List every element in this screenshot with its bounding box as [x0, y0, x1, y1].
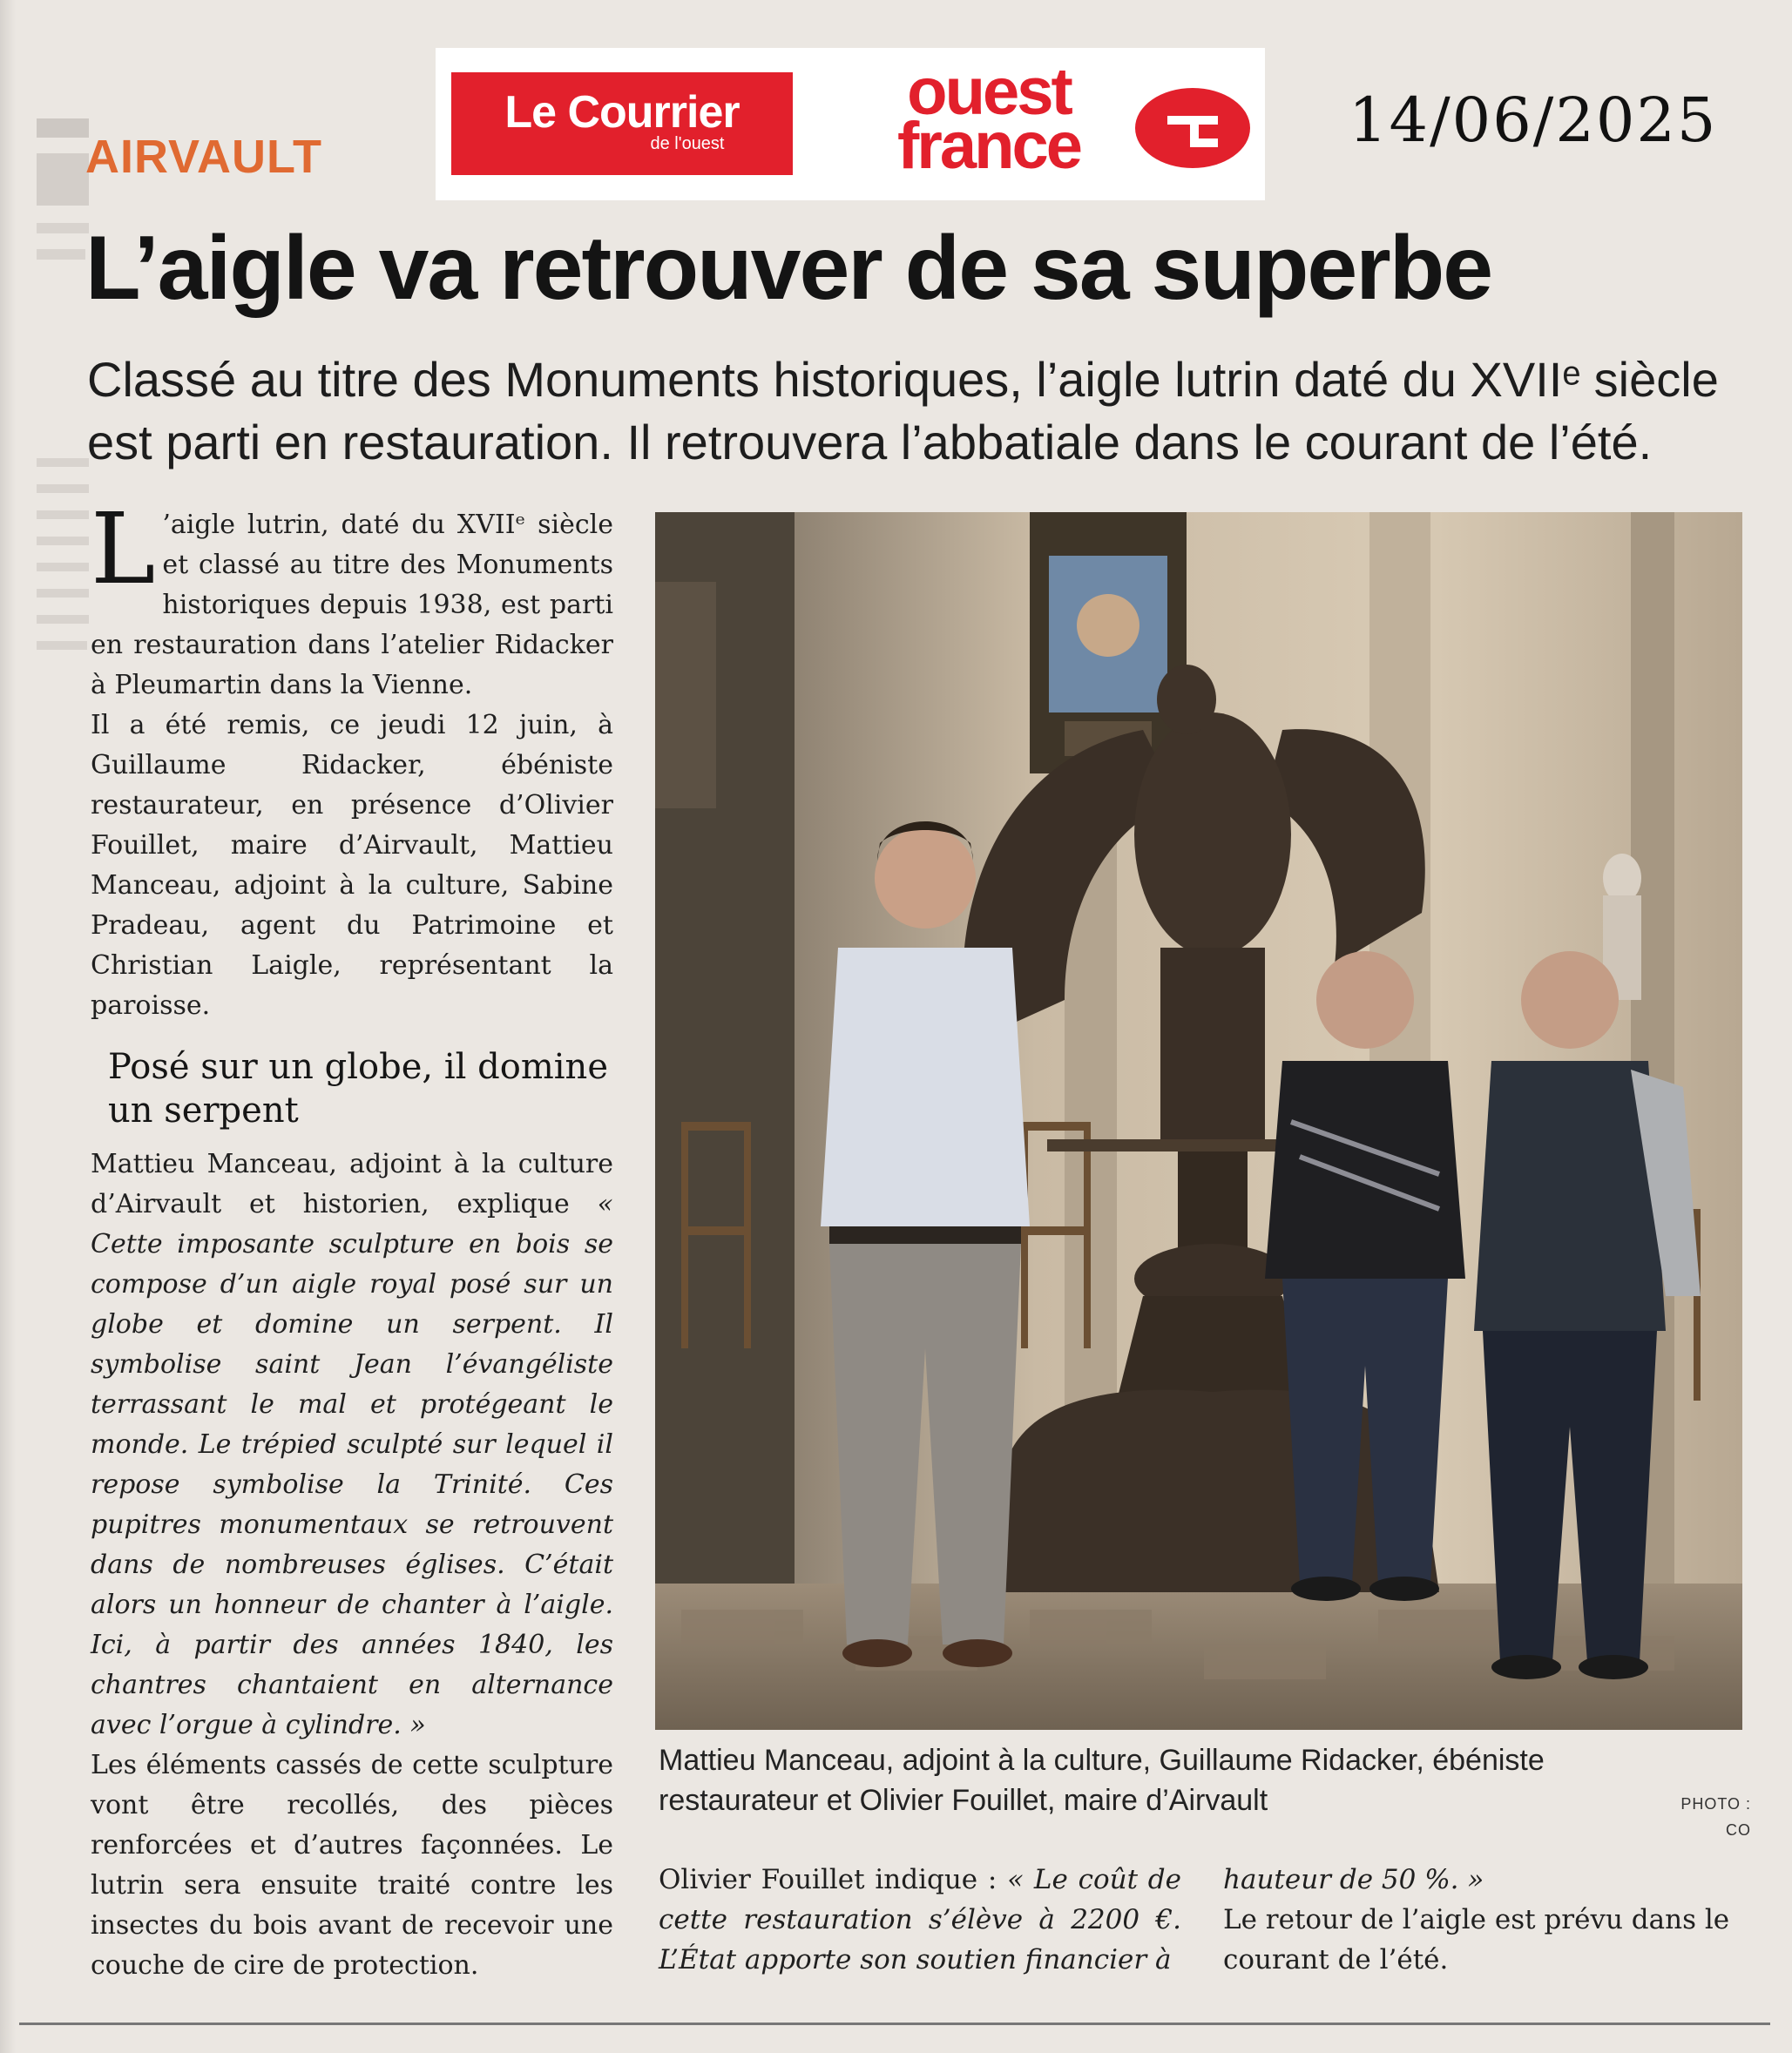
- logo-courrier-main: Le Courrier: [504, 87, 740, 138]
- paragraph-5-quote: « Le coût de cette restauration s’élève à 2200 €. L’État apporte son soutien financier à: [659, 1864, 1181, 1975]
- rubric-location: AIRVAULT: [85, 131, 322, 183]
- ouest-france-mark-icon: [1133, 86, 1253, 170]
- paragraph-1: [91, 493, 613, 706]
- page-edge: [0, 0, 16, 2053]
- paragraph-3-intro: Mattieu Manceau, adjoint à la culture d’Airvault et historien, explique: [91, 1149, 613, 1219]
- headline: L’aigle va retrouver de sa superbe: [85, 218, 1492, 319]
- caption-line-1: Mattieu Manceau, adjoint à la culture, Guillaume Ridacker, ébéniste: [659, 1744, 1545, 1777]
- publication-date: 14/06/2025: [1349, 84, 1718, 156]
- paragraph-5-end: [1223, 1860, 1746, 1900]
- paragraph-5: [659, 1860, 1181, 1980]
- subheading: Posé sur un globe, il domine un serpent: [108, 1047, 608, 1131]
- logo-bar: [436, 48, 1265, 200]
- lede-line-2: est parti en restauration. Il retrouvera l’abbatiale dans le courant de l’été.: [87, 415, 1653, 469]
- logo-courrier-sub: de l'ouest: [650, 134, 725, 153]
- photo-church-interior: [655, 512, 1742, 1730]
- left-column: [91, 493, 613, 1986]
- adjacent-page-bleed: [19, 87, 89, 714]
- photo-credit: PHOTO : CO: [1680, 1795, 1751, 1839]
- lede-line-1: Classé au titre des Monuments historiques, l’aigle lutrin daté du XVIIᵉ siècle: [87, 352, 1719, 407]
- logo-ouest-word: ouest: [907, 55, 1071, 129]
- bleed-texture: [33, 118, 89, 714]
- lede: [87, 348, 1760, 479]
- paragraph-1-text: ’aigle lutrin, daté du XVIIᵉ siècle et classé au titre des Monuments historiques depuis 1938, est parti en restauration dans l’atelier Ridacker à Pleumartin dans la Vienne.: [91, 510, 613, 700]
- caption-line-2: restaurateur et Olivier Fouillet, maire d’Airvault: [659, 1784, 1268, 1817]
- logo-le-courrier-de-louest: [451, 72, 793, 175]
- paragraph-3-quote: « Cette imposante sculpture en bois se compose d’un aigle royal posé sur un globe et domine un serpent. Il symbolise saint Jean l’évangéliste terrassant le mal et protégeant le monde. Le trépied sculpté sur lequel il repose symbolise la Trinité. Ces pupitres monumentaux se retrouvent dans de nombreuses églises. C’était alors un honneur de chanter à l’aigle. Ici, à partir des années 1840, les chantres chantaient en alternance avec l’orgue à cylindre. »: [91, 1189, 613, 1740]
- photo-caption: [659, 1740, 1739, 1827]
- middle-column: [659, 1860, 1181, 1990]
- paragraph-5-intro: Olivier Fouillet indique :: [659, 1864, 997, 1895]
- right-column: [1223, 1860, 1746, 1990]
- paragraph-6: Le retour de l’aigle est prévu dans le courant de l’été.: [1223, 1904, 1730, 1975]
- paragraph-4: Les éléments cassés de cette sculpture vont être recollés, des pièces renforcées et d’autres façonnées. Le lutrin sera ensuite traité contre les insectes du bois avant de recevoir une couche de cire de protection.: [91, 1750, 613, 1981]
- drop-cap: L: [91, 493, 156, 606]
- logo-france-word: france: [896, 109, 1081, 183]
- paragraph-5-quote-end: hauteur de 50 %. »: [1223, 1864, 1484, 1895]
- paragraph-2: Il a été remis, ce jeudi 12 juin, à Guillaume Ridacker, ébéniste restaurateur, en présence d’Olivier Fouillet, maire d’Airvault, Mattieu Manceau, adjoint à la culture, Sabine Pradeau, agent du Patrimoine et Christian Laigle, représentant la paroisse.: [91, 710, 613, 1021]
- logo-ouest-france: [849, 55, 1128, 187]
- bottom-rule: [19, 2023, 1770, 2025]
- article-photo: [655, 512, 1742, 1730]
- paragraph-3: [91, 1145, 613, 1746]
